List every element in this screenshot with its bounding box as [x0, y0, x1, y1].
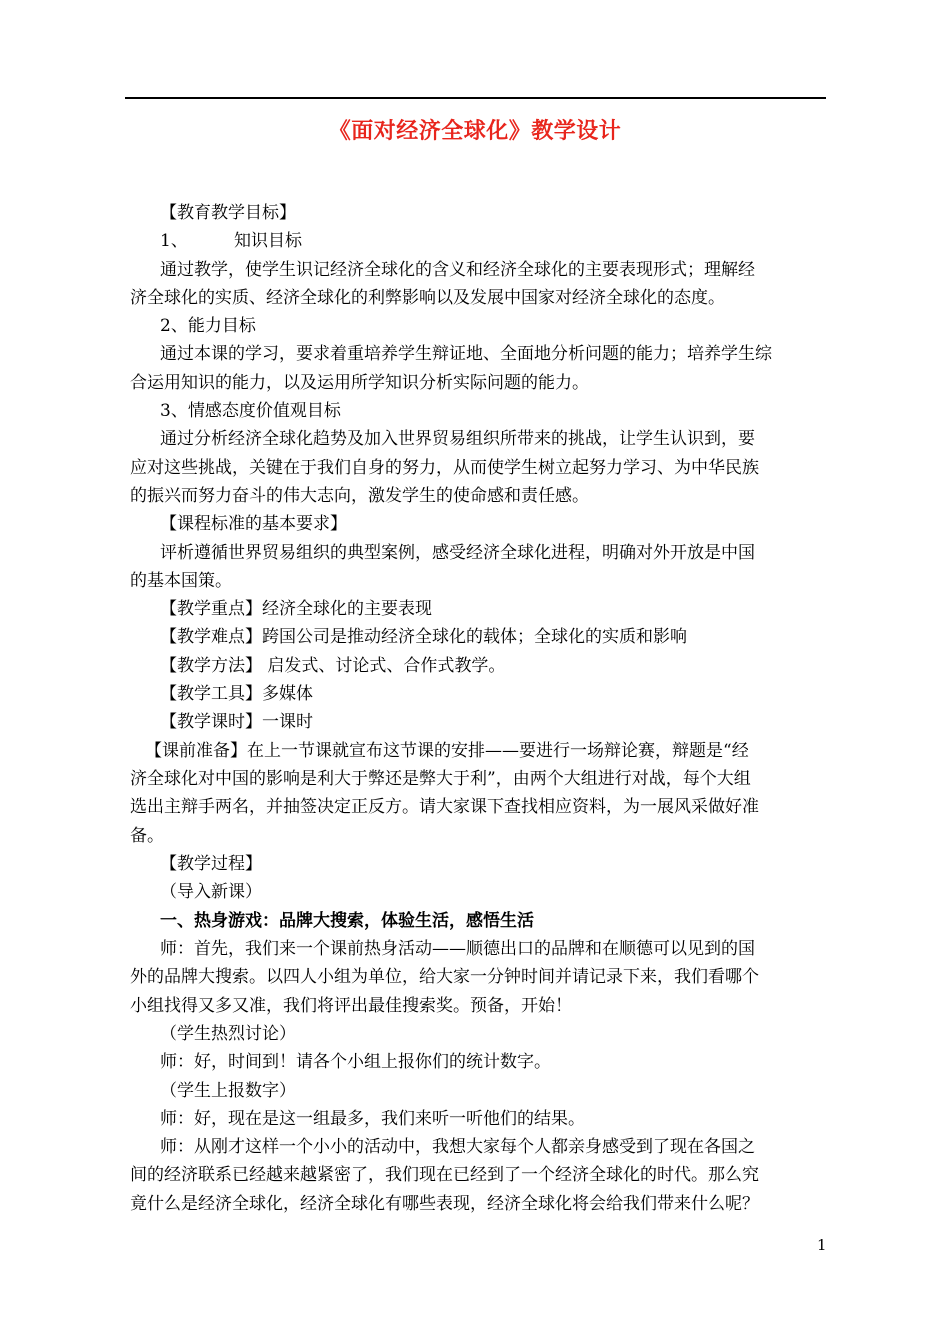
text-line: 【教学方法】 启发式、讨论式、合作式教学。: [160, 656, 506, 676]
text-line: 【教育教学目标】: [160, 203, 296, 223]
text-line: 评析遵循世界贸易组织的典型案例，感受经济全球化进程，明确对外开放是中国: [160, 543, 755, 563]
text-line: 济全球化的实质、经济全球化的利弊影响以及发展中国家对经济全球化的态度。: [130, 288, 725, 308]
text-line: （学生热烈讨论）: [160, 1024, 296, 1044]
text-line: 通过本课的学习，要求着重培养学生辩证地、全面地分析问题的能力；培养学生综: [160, 344, 772, 364]
page-number: 1: [817, 1236, 827, 1254]
text-line: 知识目标: [234, 231, 302, 251]
text-line: 济全球化对中国的影响是利大于弊还是弊大于利”，由两个大组进行对战，每个大组: [130, 769, 751, 789]
text-line: 通过教学，使学生识记经济全球化的含义和经济全球化的主要表现形式；理解经: [160, 260, 755, 280]
text-line: 师：从刚才这样一个小小的活动中，我想大家每个人都亲身感受到了现在各国之: [160, 1137, 755, 1157]
text-line: 【教学工具】多媒体: [160, 684, 313, 704]
section-heading: 一、热身游戏：品牌大搜索，体验生活，感悟生活: [160, 911, 534, 931]
text-line: 应对这些挑战，关键在于我们自身的努力，从而使学生树立起努力学习、为中华民族: [130, 458, 759, 478]
text-line: 通过分析经济全球化趋势及加入世界贸易组织所带来的挑战，让学生认识到，要: [160, 429, 755, 449]
text-line: 小组找得又多又准，我们将评出最佳搜索奖。预备，开始！: [130, 996, 572, 1016]
text-line: 师：首先，我们来一个课前热身活动——顺德出口的品牌和在顺德可以见到的国: [160, 939, 755, 959]
text-line: 2、能力目标: [160, 316, 256, 336]
text-line: （导入新课）: [160, 882, 262, 902]
text-line: 的基本国策。: [130, 571, 232, 591]
text-line: （学生上报数字）: [160, 1081, 296, 1101]
text-line: 【教学难点】跨国公司是推动经济全球化的载体；全球化的实质和影响: [160, 627, 687, 647]
text-line: 外的品牌大搜索。以四人小组为单位，给大家一分钟时间并请记录下来，我们看哪个: [130, 967, 759, 987]
text-line: 备。: [130, 826, 164, 846]
text-line: 【课程标准的基本要求】: [160, 514, 347, 534]
text-line: 1、: [160, 231, 188, 251]
text-line: 【教学课时】一课时: [160, 712, 313, 732]
text-line: 【教学重点】经济全球化的主要表现: [160, 599, 432, 619]
text-line: 竟什么是经济全球化，经济全球化有哪些表现，经济全球化将会给我们带来什么呢？: [130, 1194, 759, 1214]
document-title: 《面对经济全球化》教学设计: [328, 119, 622, 144]
text-line: 合运用知识的能力，以及运用所学知识分析实际问题的能力。: [130, 373, 589, 393]
text-line: 【教学过程】: [160, 854, 262, 874]
text-line: 【课前准备】在上一节课就宣布这节课的安排——要进行一场辩论赛，辩题是“经: [145, 741, 749, 761]
text-line: 间的经济联系已经越来越紧密了，我们现在已经到了一个经济全球化的时代。那么究: [130, 1165, 759, 1185]
text-line: 3、情感态度价值观目标: [160, 401, 341, 421]
text-line: 的振兴而努力奋斗的伟大志向，激发学生的使命感和责任感。: [130, 486, 589, 506]
text-line: 师：好，时间到！请各个小组上报你们的统计数字。: [160, 1052, 551, 1072]
text-line: 师：好，现在是这一组最多，我们来听一听他们的结果。: [160, 1109, 585, 1129]
text-line: 选出主辩手两名，并抽签决定正反方。请大家课下查找相应资料，为一展风采做好准: [130, 797, 759, 817]
header-rule: [125, 97, 826, 99]
